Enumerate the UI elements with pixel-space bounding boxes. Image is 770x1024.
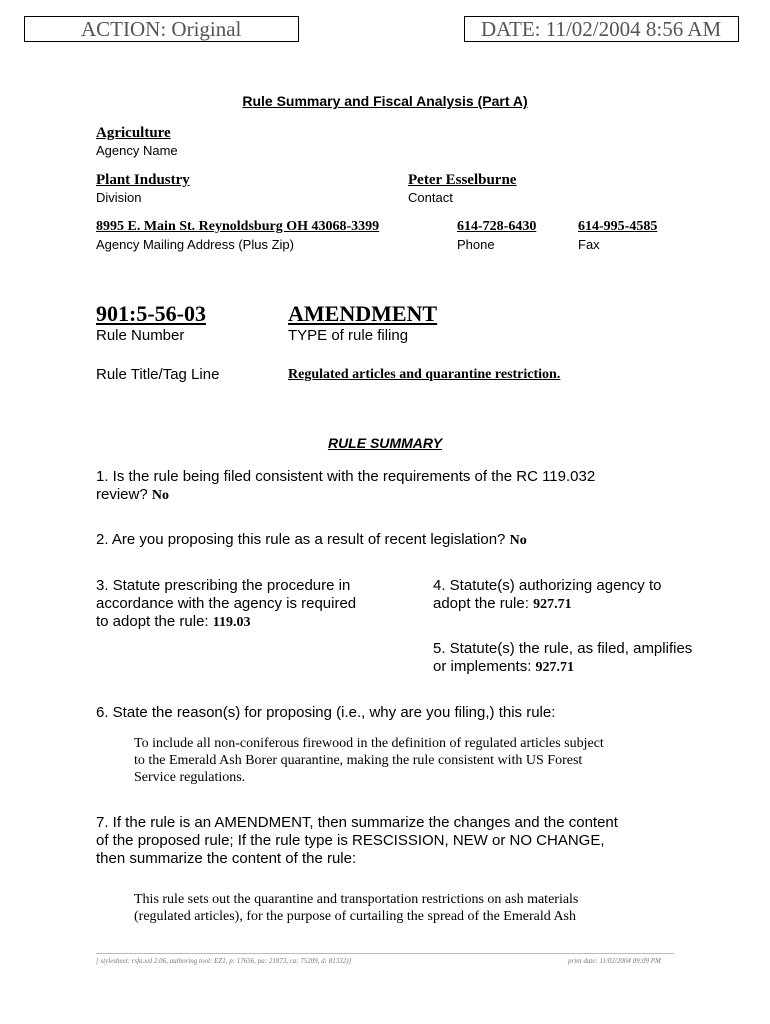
contact-value: Peter Esselburne: [408, 172, 517, 188]
question-6: 6. State the reason(s) for proposing (i.e., why are you filing,) this rule:: [96, 704, 556, 721]
rule-number-value: 901:5-56-03: [96, 301, 206, 326]
rule-type-label: TYPE of rule filing: [288, 327, 409, 344]
question-7-answer-line: This rule sets out the quarantine and transportation restrictions on ash materials: [134, 892, 579, 907]
question-6-answer-line: to the Emerald Ash Borer quarantine, making the rule consistent with US Forest: [134, 753, 583, 768]
question-5-text-2: or implements:: [433, 658, 532, 675]
footer-divider: [96, 953, 674, 954]
question-3: [96, 577, 416, 632]
action-text: ACTION: Original: [81, 17, 242, 41]
question-1-line-1: 1. Is the rule being filed consistent with the requirements of the RC 119.032: [96, 468, 596, 485]
date-text: DATE: 11/02/2004 8:56 AM: [481, 17, 722, 41]
question-5-line-1: 5. Statute(s) the rule, as filed, amplifies: [433, 640, 693, 657]
rule-type-value: AMENDMENT: [288, 301, 438, 326]
question-4-line-1: 4. Statute(s) authorizing agency to: [433, 577, 662, 594]
question-4-text-2: adopt the rule:: [433, 595, 529, 612]
question-6-answer-line: Service regulations.: [134, 770, 246, 785]
question-7-answer-line: (regulated articles), for the purpose of curtailing the spread of the Emerald Ash: [134, 909, 577, 924]
rule-title-value: Regulated articles and quarantine restriction.: [288, 367, 561, 382]
question-5-line-2: [433, 658, 753, 677]
footer-stylesheet-info: [ stylesheet: rsfa.xsl 2.06, authoring tool: EZ1, p: 17656, pa: 21873, ra: 75209, d: 81332)]: [96, 957, 352, 965]
question-7-line: 7. If the rule is an AMENDMENT, then summarize the changes and the content: [96, 814, 618, 831]
question-6-answer: [134, 735, 734, 786]
fax-value: 614-995-4585: [578, 219, 658, 234]
question-1-line-2: [96, 486, 696, 505]
rule-number-label: Rule Number: [96, 327, 185, 344]
question-4-answer: 927.71: [533, 597, 572, 612]
phone-label: Phone: [457, 237, 495, 252]
question-2-answer: No: [509, 533, 527, 548]
question-5: [433, 640, 753, 677]
question-3-line-1: 3. Statute prescribing the procedure in: [96, 577, 351, 594]
question-3-text-3: to adopt the rule:: [96, 613, 209, 630]
fax-label: Fax: [578, 237, 600, 252]
question-4: [433, 577, 753, 614]
question-1-answer: No: [151, 488, 169, 503]
question-7-line: then summarize the content of the rule:: [96, 850, 357, 867]
date-box: [464, 16, 739, 42]
section-title: RULE SUMMARY: [327, 435, 443, 451]
question-7: [96, 814, 736, 868]
page-title: Rule Summary and Fiscal Analysis (Part A): [242, 93, 528, 109]
address-value: 8995 E. Main St. Reynoldsburg OH 43068-3399: [96, 219, 380, 234]
division-label: Division: [96, 190, 142, 205]
question-3-answer: 119.03: [212, 615, 251, 630]
question-7-line: of the proposed rule; If the rule type is RESCISSION, NEW or NO CHANGE,: [96, 832, 605, 849]
contact-label: Contact: [408, 190, 453, 205]
question-3-line-2: accordance with the agency is required: [96, 595, 357, 612]
footer-print-date: print date: 11/02/2004 09:09 PM: [568, 957, 661, 965]
agency-name-value: Agriculture: [96, 125, 171, 141]
agency-name-label: Agency Name: [96, 143, 178, 158]
division-value: Plant Industry: [96, 172, 190, 188]
question-7-answer: [134, 891, 734, 925]
question-1: [96, 468, 696, 505]
question-1-text-2: review?: [96, 486, 148, 503]
question-6-answer-line: To include all non-coniferous firewood in the definition of regulated articles subject: [134, 736, 604, 751]
address-label: Agency Mailing Address (Plus Zip): [96, 237, 294, 252]
rule-title-label: Rule Title/Tag Line: [96, 366, 220, 383]
question-2: [96, 531, 696, 550]
question-2-text: 2. Are you proposing this rule as a result of recent legislation?: [96, 531, 506, 548]
question-5-answer: 927.71: [535, 660, 575, 675]
question-3-line-3: [96, 613, 416, 632]
phone-value: 614-728-6430: [457, 219, 537, 234]
question-4-line-2: [433, 595, 753, 614]
action-box: [24, 16, 299, 42]
